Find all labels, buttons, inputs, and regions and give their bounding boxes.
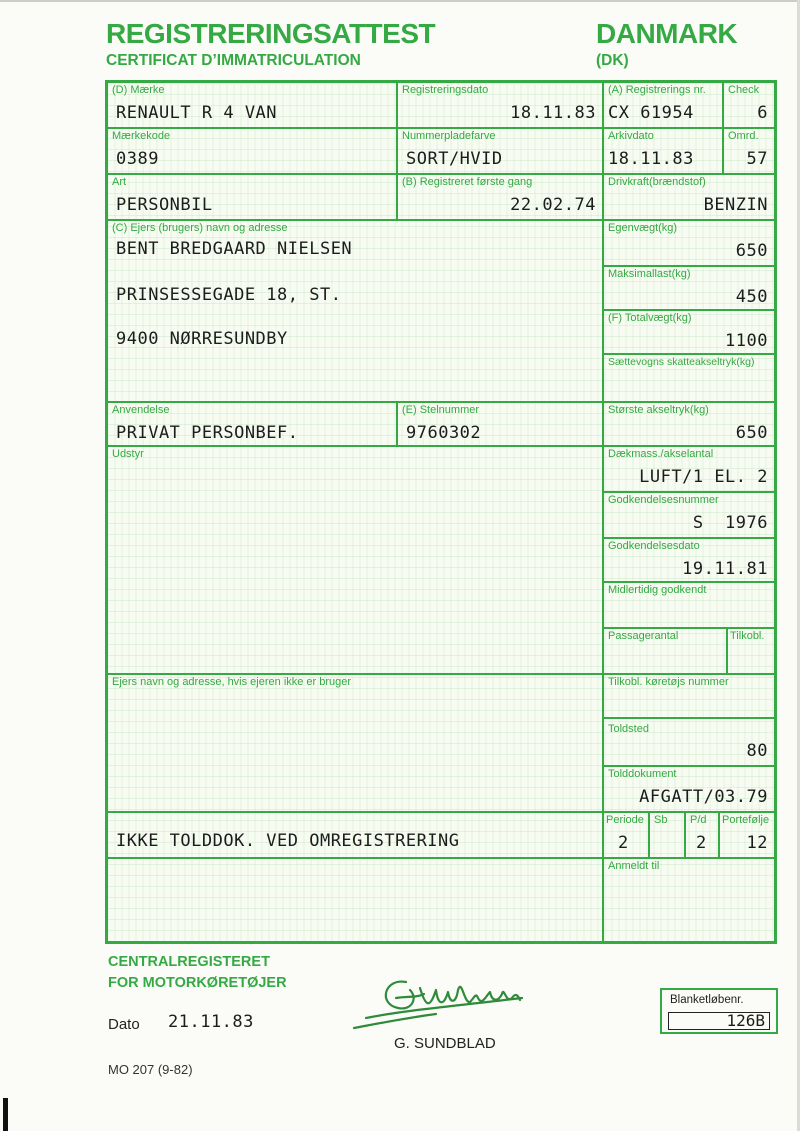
field-forste-gang xyxy=(397,174,603,220)
field-label: Passagerantal xyxy=(608,630,679,642)
field-value: 18.11.83 xyxy=(510,103,596,123)
field-toldsted xyxy=(603,718,775,766)
field-value: S 1976 xyxy=(692,513,768,533)
field-label: Nummerpladefarve xyxy=(402,130,496,142)
field-label: Mærkekode xyxy=(112,130,171,142)
date-label: Dato xyxy=(108,1016,140,1033)
field-pd xyxy=(685,812,719,858)
owner-name: BENT BREDGAARD NIELSEN xyxy=(116,239,353,259)
field-value: 2 xyxy=(618,833,629,853)
field-label: (D) Mærke xyxy=(112,84,165,96)
field-value: RENAULT R 4 VAN xyxy=(116,103,278,123)
field-portefolje xyxy=(719,812,775,858)
field-akseltryk xyxy=(603,402,775,446)
field-arkivdato xyxy=(603,128,723,174)
signer-name: G. SUNDBLAD xyxy=(394,1035,496,1052)
field-midlertidig xyxy=(603,582,775,628)
field-label: Arkivdato xyxy=(608,130,654,142)
field-label: Godkendelsesdato xyxy=(608,540,700,552)
field-label: Tilkobl. xyxy=(730,630,765,642)
field-label: Tolddokument xyxy=(608,768,677,780)
field-tilkobl-nummer xyxy=(603,674,775,718)
field-value: AFGATT/03.79 xyxy=(639,787,768,807)
field-value: 57 xyxy=(746,149,768,169)
field-label: (C) Ejers (brugers) navn og adresse xyxy=(112,222,288,234)
field-tolddokument xyxy=(603,766,775,812)
field-label: Egenvægt(kg) xyxy=(608,222,678,234)
field-bemaerkning xyxy=(107,812,603,858)
field-maerke xyxy=(107,82,397,128)
field-value: 9760302 xyxy=(406,423,482,443)
scan-edge-mark xyxy=(3,1098,8,1131)
date-value: 21.11.83 xyxy=(168,1012,254,1032)
field-check xyxy=(723,82,775,128)
field-label: Udstyr xyxy=(112,448,144,460)
country-code: (DK) xyxy=(596,52,629,69)
country-name: DANMARK xyxy=(596,18,738,49)
remark-text: IKKE TOLDDOK. VED OMREGISTRERING xyxy=(116,831,460,851)
field-label: Største akseltryk(kg) xyxy=(608,404,709,416)
field-label: Portefølje xyxy=(722,814,770,826)
field-label: Check xyxy=(728,84,760,96)
field-anmeldt xyxy=(603,858,775,942)
field-value: 450 xyxy=(735,287,768,307)
field-value: 19.11.81 xyxy=(682,559,768,579)
field-value: 2 xyxy=(696,833,707,853)
field-label: Sb xyxy=(654,814,668,826)
field-maksimallast xyxy=(603,266,775,310)
field-ejers-navn xyxy=(107,674,603,812)
field-label: Ejers navn og adresse, hvis ejeren ikke er bruger xyxy=(112,676,352,688)
issuer-line-2: FOR MOTORKØRETØJER xyxy=(108,975,287,991)
field-value: 0389 xyxy=(116,149,159,169)
registration-form xyxy=(105,80,777,944)
field-label: Tilkobl. køretøjs nummer xyxy=(608,676,729,688)
field-value: 80 xyxy=(746,741,768,761)
field-maerkekode xyxy=(107,128,397,174)
signature-image xyxy=(346,968,536,1038)
field-value: 1100 xyxy=(725,331,768,351)
field-label: Toldsted xyxy=(608,723,649,735)
field-value: CX 61954 xyxy=(608,103,694,123)
field-periode xyxy=(603,812,649,858)
field-label: Godkendelsesnummer xyxy=(608,494,719,506)
field-value: PERSONBIL xyxy=(116,195,213,215)
form-code: MO 207 (9-82) xyxy=(108,1062,193,1077)
field-drivkraft xyxy=(603,174,775,220)
document-title: REGISTRERINGSATTEST xyxy=(106,18,436,49)
field-totalvaegt xyxy=(603,310,775,354)
field-label: (B) Registreret første gang xyxy=(402,176,533,188)
field-value: LUFT/1 EL. 2 xyxy=(639,467,768,487)
field-label: (F) Totalvægt(kg) xyxy=(608,312,692,324)
field-godkendelsesdato xyxy=(603,538,775,582)
field-stelnummer xyxy=(397,402,603,446)
field-value: 12 xyxy=(746,833,768,853)
field-label: (E) Stelnummer xyxy=(402,404,480,416)
field-value: 650 xyxy=(735,423,768,443)
field-anvendelse xyxy=(107,402,397,446)
blanket-number-field xyxy=(668,1012,770,1030)
blanket-number-box xyxy=(660,988,778,1034)
field-registrerings-nr xyxy=(603,82,723,128)
field-daekmass xyxy=(603,446,775,492)
field-label: Dækmass./akselantal xyxy=(608,448,714,460)
owner-street: PRINSESSEGADE 18, ST. xyxy=(116,285,342,305)
blanket-number-value: 126B xyxy=(726,1011,765,1030)
field-sb xyxy=(649,812,685,858)
field-label: Maksimallast(kg) xyxy=(608,268,691,280)
field-label: Midlertidig godkendt xyxy=(608,584,707,596)
field-udstyr xyxy=(107,446,603,674)
field-value: PRIVAT PERSONBEF. xyxy=(116,423,299,443)
field-tilkobl xyxy=(727,628,775,674)
blanket-number-label: Blanketløbenr. xyxy=(670,994,744,1006)
field-label: Periode xyxy=(606,814,644,826)
field-label: Drivkraft(brændstof) xyxy=(608,176,706,188)
field-value: 18.11.83 xyxy=(608,149,694,169)
field-label: Registreringsdato xyxy=(402,84,489,96)
field-saettevogn xyxy=(603,354,775,402)
document-subtitle: CERTIFICAT D’IMMATRICULATION xyxy=(106,52,361,69)
issuer-line-1: CENTRALREGISTERET xyxy=(108,954,270,970)
field-label: Sættevogns skatteakseltryk(kg) xyxy=(608,356,755,368)
scan-top-edge xyxy=(0,0,800,2)
field-art xyxy=(107,174,397,220)
field-value: 6 xyxy=(757,103,768,123)
field-value: 22.02.74 xyxy=(510,195,596,215)
field-label: Anmeldt til xyxy=(608,860,660,872)
field-passagerantal xyxy=(603,628,727,674)
field-godkendelsesnummer xyxy=(603,492,775,538)
field-value: 650 xyxy=(735,241,768,261)
owner-city: 9400 NØRRESUNDBY xyxy=(116,329,288,349)
field-nummerpladefarve xyxy=(397,128,603,174)
field-value: BENZIN xyxy=(703,195,768,215)
field-label: Anvendelse xyxy=(112,404,170,416)
field-label: P/d xyxy=(690,814,707,826)
field-ejer xyxy=(107,220,603,402)
field-label: (A) Registrerings nr. xyxy=(608,84,706,96)
field-label: Art xyxy=(112,176,127,188)
field-value: SORT/HVID xyxy=(406,149,503,169)
field-egenvaegt xyxy=(603,220,775,266)
field-label: Omrd. xyxy=(728,130,759,142)
field-registreringsdato xyxy=(397,82,603,128)
field-omrd xyxy=(723,128,775,174)
field-bottom-blank xyxy=(107,858,603,942)
